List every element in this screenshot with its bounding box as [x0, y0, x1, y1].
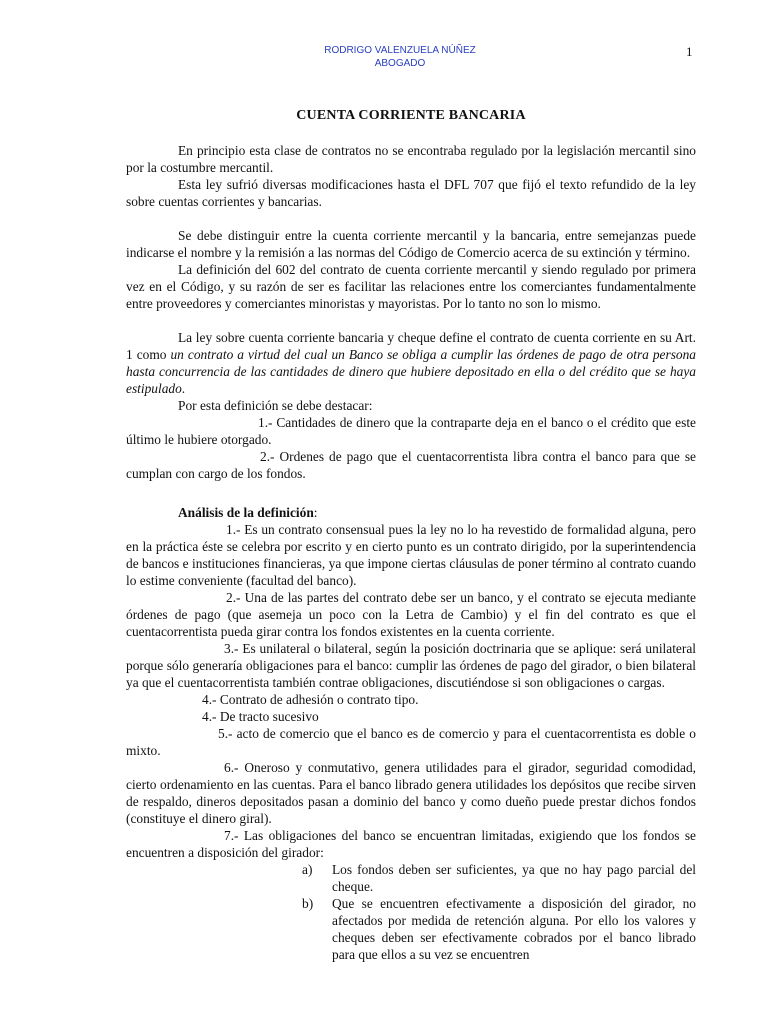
analysis-item: 4.- Contrato de adhesión o contrato tipo.: [202, 692, 419, 707]
author-name: RODRIGO VALENZUELA NÚÑEZ: [324, 45, 476, 56]
paragraph: En principio esta clase de contratos no se encontraba regulado por la legislación mercantil sino por la costumbre mercantil.: [126, 143, 696, 175]
subitem-marker: b): [302, 896, 314, 911]
analysis-item: 2.- Una de las partes del contrato debe ser un banco, y el contrato se ejecuta mediante órdenes de pago (que asemeja un poco con la Letra de Cambio) y el fin del contrato es que el cuentacorrentista pueda girar contra los fondos existentes en la cuenta corriente.: [126, 590, 696, 639]
page-header: [280, 44, 520, 70]
document-title: CUENTA CORRIENTE BANCARIA: [296, 108, 526, 123]
analysis-subitem: [302, 861, 696, 895]
analysis-subitem: [302, 895, 696, 963]
definition-end: .: [181, 381, 186, 396]
subitem-marker: a): [302, 862, 313, 877]
analysis-item: 7.- Las obligaciones del banco se encuentran limitadas, exigiendo que los fondos se encuentren a disposición del girador:: [126, 828, 696, 860]
definition-point: 2.- Ordenes de pago que el cuentacorrentista libra contra el banco para que se cumplan con cargo de los fondos.: [126, 449, 696, 481]
definition-intro: La ley sobre cuenta corriente bancaria y cheque define el contrato de cuenta corriente en su Art. 1 como: [126, 330, 696, 362]
page-number: 1: [686, 44, 693, 59]
paragraph: Se debe distinguir entre la cuenta corriente mercantil y la bancaria, entre semejanzas puede indicarse el nombre y la remisión a las normas del Código de Comercio acerca de su extinción y término.: [126, 228, 696, 260]
analysis-item: 5.- acto de comercio que el banco es de comercio y para el cuentacorrentista es doble o mixto.: [126, 726, 696, 758]
paragraph: Por esta definición se debe destacar:: [178, 398, 373, 413]
analysis-heading: Análisis de la definición: [178, 505, 314, 520]
analysis-item: 6.- Oneroso y conmutativo, genera utilidades para el girador, seguridad comodidad, cierto ordenamiento en las cuentas. Para el banco librado genera utilidades los depósitos que recibe sirven de respaldo, dineros depositados pasan a dominio del banco y como dueño puede prestar dichos fondos (constituye el dinero giral).: [126, 760, 696, 826]
definition-quote: un contrato a virtud del cual un Banco se obliga a cumplir las órdenes de pago de otra persona hasta concurrencia de las cantidades de dinero que hubiere depositado en ella o del crédito que se haya estipulado: [126, 347, 697, 396]
paragraph: La definición del 602 del contrato de cuenta corriente mercantil y siendo regulado por primera vez en el Código, y su razón de ser es facilitar las relaciones entre los comerciantes fundamentalmente entre proveedores y comerciantes minoristas y mayoristas. Por lo tanto no son lo mismo.: [126, 262, 696, 311]
paragraph: Esta ley sufrió diversas modificaciones hasta el DFL 707 que fijó el texto refundido de la ley sobre cuentas corrientes y bancarias.: [126, 177, 696, 209]
author-role: ABOGADO: [374, 58, 426, 69]
analysis-item: 1.- Es un contrato consensual pues la ley no lo ha revestido de formalidad alguna, pero en la práctica éste se celebra por escrito y en cierto punto es un contrato dirigido, por la superintendencia de bancos e instituciones financieras, ya que impone ciertas cláusulas de poner término al contrato cuando lo estime conveniente (facultad del banco).: [126, 522, 696, 588]
analysis-item: 4.- De tracto sucesivo: [202, 709, 319, 724]
definition-point: 1.- Cantidades de dinero que la contraparte deja en el banco o el crédito que este último le hubiere otorgado.: [126, 415, 696, 447]
analysis-heading-line: [126, 504, 696, 521]
subitem-text: Los fondos deben ser suficientes, ya que no hay pago parcial del cheque.: [332, 862, 696, 894]
document-body: [126, 142, 696, 963]
analysis-heading-colon: :: [313, 505, 318, 520]
analysis-item: 3.- Es unilateral o bilateral, según la posición doctrinaria que se aplique: será unilateral porque sólo generaría obligaciones para el banco: cumplir las órdenes de pago del girador, o bien bilateral ya que el cuentacorrentista también contrae obligaciones, discutiéndose si son obligaciones o cargas.: [126, 641, 696, 690]
subitem-text: Que se encuentren efectivamente a disposición del girador, no afectados por medida de retención alguna. Por ello los valores y cheques deben ser efectivamente cobrados por el banco librado para que ellos a su vez se encuentren: [332, 896, 696, 962]
definition-paragraph: [126, 329, 696, 397]
